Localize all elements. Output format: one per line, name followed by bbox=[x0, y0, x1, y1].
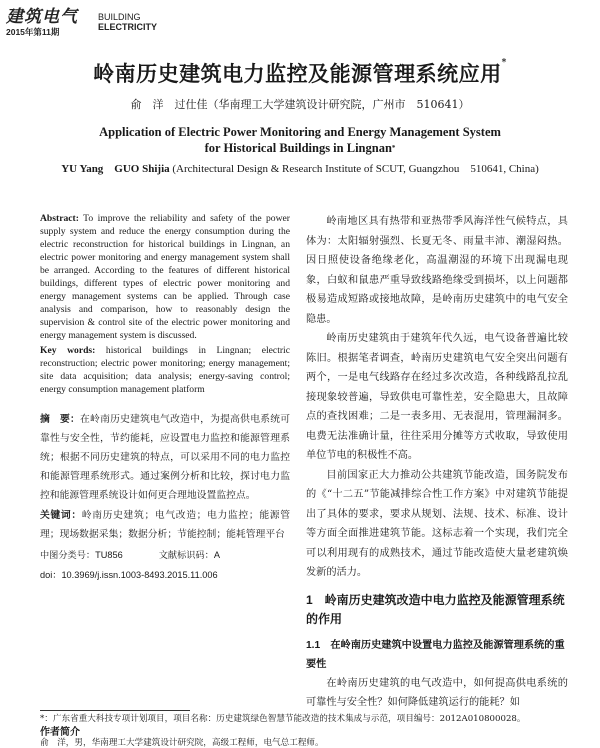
journal-logo-cn: 建筑电气 bbox=[6, 7, 78, 27]
logo-en-line1: BUILDING bbox=[98, 12, 141, 22]
keywords-cn-label: 关键词： bbox=[40, 510, 82, 521]
section-heading-1: 1 岭南历史建筑改造中电力监控及能源管理系统的作用 bbox=[306, 592, 565, 626]
authors-cn: 俞 洋 过仕佳（华南理工大学建筑设计研究院，广州市 510641） bbox=[130, 98, 470, 111]
keywords-en-text: historical buildings in Lingnan; electric reconstruction; electric power monitoring; energy management; site data acquisition; data analysis; energy-saving control; energy consumption management platform bbox=[40, 345, 290, 395]
abstract-en-text: To improve the reliability and safety of the power supply system and reduce the energy consumption during the electric reconstruction for historical buildings in Lingnan, an electric power monitoring and energy management system shall be arranged. According to the features of different historical buildings, different types of electric power monitoring and energy management systems can be applied. Through case analysis and comparison, how to reasonably design the supervision & control site of the electric power monitoring and energy management system is discussed. bbox=[40, 213, 290, 341]
title-en-footnote-mark: * bbox=[391, 144, 396, 152]
title-footnote-mark: * bbox=[501, 58, 507, 68]
classification-line bbox=[40, 546, 290, 564]
keywords-en-label: Key words: bbox=[40, 345, 96, 356]
authors-en-affiliation: (Architectural Design & Research Institute of SCUT, Guangzhou 510641, China) bbox=[172, 163, 539, 175]
abstract-cn-label: 摘 要： bbox=[40, 414, 81, 425]
authors-en bbox=[0, 160, 600, 176]
authors-en-names: YU Yang GUO Shijia bbox=[61, 163, 170, 175]
classification-number: 中图分类号：TU856 bbox=[40, 550, 123, 560]
body-paragraph-4: 在岭南历史建筑的电气改造中，如何提高供电系统的可靠性与安全性？如何降低建筑运行的能耗？如 bbox=[306, 677, 568, 708]
paper-title-en bbox=[0, 124, 600, 156]
footnote bbox=[40, 714, 580, 748]
left-column bbox=[40, 212, 290, 584]
right-column bbox=[306, 212, 568, 713]
author-info-1: 俞 洋，男，华南理工大学建筑设计研究院，高级工程师，电气总工程师。 bbox=[40, 738, 324, 748]
journal-logo-en bbox=[98, 12, 157, 32]
abstract-cn bbox=[40, 410, 290, 505]
journal-masthead bbox=[6, 2, 206, 38]
title-en-line1: Application of Electric Power Monitoring and Energy Management System bbox=[99, 125, 501, 139]
keywords-cn-text: 岭南历史建筑；电气改造；电力监控；能源管理；现场数据采集；数据分析；节能控制；能耗管理平台 bbox=[40, 510, 291, 540]
abstract-en-label: Abstract: bbox=[40, 213, 79, 224]
abstract-en bbox=[40, 212, 290, 342]
keywords-cn bbox=[40, 506, 290, 544]
body-paragraph-2: 岭南历史建筑由于建筑年代久远，电气设备普遍比较陈旧。根据笔者调查，岭南历史建筑电气安全突出问题有两个，一是电气线路存在经过多次改造，各种线路乱拉乱接现象较普遍，导致供电可靠性差，安全隐患大，且故障点的查找困难；二是一表多用、无表混用，管理漏洞多。电费无法准确计量，往往采用分摊等方式收取，导致使用单位节电的积极性不高。 bbox=[306, 333, 568, 461]
paper-title-cn-text: 岭南历史建筑电力监控及能源管理系统应用 bbox=[93, 61, 502, 86]
subsection-heading-1-1: 1.1 在岭南历史建筑中设置电力监控及能源管理系统的重要性 bbox=[306, 639, 565, 670]
author-info-label: 作者简介 bbox=[40, 727, 80, 738]
keywords-en bbox=[40, 344, 290, 396]
fund-note: *：广东省重大科技专项计划项目，项目名称：历史建筑绿色智慧节能改造的技术集成与示范，项目编号：2012A010800028。 bbox=[40, 714, 526, 724]
footnote-rule bbox=[40, 710, 190, 711]
body-paragraph-1: 岭南地区具有热带和亚热带季风海洋性气候特点，具体为：太阳辐射强烈、长夏无冬、雨量丰沛、潮湿闷热。因日照使设备绝缘老化，高温潮湿的环境下出现漏电现象，白蚁和鼠患严重导致线路绝缘受到损坏，以上问题都极易造成短路或接地故障，是岭南历史建筑中的电气安全隐患。 bbox=[306, 216, 568, 325]
body-paragraph-3: 目前国家正大力推动公共建筑节能改造，国务院发布的《“十二五”节能减排综合性工作方案》中对建筑节能提出了具体的要求，要求从规划、法规、技术、标准、设计等方面全面推进建筑节能。这标志着一个实现，我们完全可以利用现有的成熟技术，通过节能改造使大量老建筑焕发新的活力。 bbox=[306, 469, 568, 578]
logo-en-line2: ELECTRICITY bbox=[98, 22, 158, 32]
title-en-line2 bbox=[0, 140, 600, 156]
document-code: 文献标识码：A bbox=[158, 550, 220, 560]
title-en-line2-text: for Historical Buildings in Lingnan bbox=[204, 141, 392, 155]
issue-number: 2015年第11期 bbox=[6, 27, 60, 37]
paper-title-cn bbox=[0, 58, 600, 88]
abstract-cn-text: 在岭南历史建筑电气改造中，为提高供电系统可靠性与安全性，节约能耗，应设置电力监控和能源管理系统；根据不同历史建筑的特点，可以采用不同的电力监控和能源管理系统形式。通过案例分析和比较，探讨电力监控和能源管理系统设计如何更合理地设置监控点。 bbox=[40, 414, 291, 501]
doi-line: doi：10.3969/j.issn.1003-8493.2015.11.006 bbox=[40, 570, 218, 580]
